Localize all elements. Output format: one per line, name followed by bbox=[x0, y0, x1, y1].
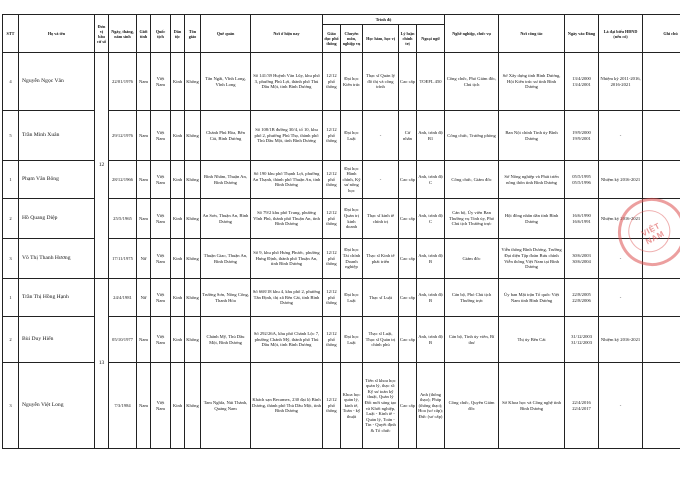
academic-degree: - bbox=[363, 161, 399, 199]
header-address: Nơi ở hiện nay bbox=[251, 15, 323, 53]
workplace: Ủy ban Mặt trận Tổ quốc Việt Nam tỉnh Bình Dương bbox=[499, 279, 565, 317]
job-title: Giám đốc bbox=[445, 239, 499, 279]
language: Anh, trình độ B1 bbox=[417, 111, 445, 161]
row-stt: 5 bbox=[3, 111, 19, 161]
workplace: Sở Xây dựng tỉnh Bình Dương, Hội Kiến trúc sư tỉnh Bình Dương bbox=[499, 53, 565, 111]
address: Số 190 khu phố Thạnh Lợi, phường An Thạnh, thành phố Thuận An, tỉnh Bình Dương bbox=[251, 161, 323, 199]
table-row bbox=[3, 53, 680, 111]
specialty: Đại học Luật bbox=[341, 111, 363, 161]
political-theory: Cao cấp bbox=[399, 53, 417, 111]
council-term: Nhiệm kỳ 2011-2016, 2016-2021 bbox=[599, 53, 643, 111]
ethnicity: Kinh bbox=[171, 53, 185, 111]
birth-date: 22/01/1976 bbox=[109, 53, 137, 111]
ethnicity: Kinh bbox=[171, 317, 185, 363]
birth-date: 28/12/1966 bbox=[109, 161, 137, 199]
job-title: Cán bộ, Ủy viên Ban Thường vụ Tỉnh ủy, Phó Chủ tịch Thường trực bbox=[445, 199, 499, 239]
candidate-name: Trần Thị Hồng Hạnh bbox=[19, 279, 95, 317]
electoral-unit: 13 bbox=[95, 279, 109, 449]
sex: Nam bbox=[137, 111, 151, 161]
table-body bbox=[3, 53, 680, 449]
header-specialty: Chuyên môn, nghiệp vụ bbox=[341, 25, 363, 53]
academic-degree: - bbox=[363, 111, 399, 161]
academic-degree: Thạc sĩ kinh tế chính trị bbox=[363, 199, 399, 239]
workplace: Sở Khoa học và Công nghệ tỉnh Bình Dương bbox=[499, 363, 565, 449]
row-stt: 2 bbox=[3, 199, 19, 239]
general-education: 12/12 phổ thông bbox=[323, 161, 341, 199]
header-party: Ngày vào Đảng bbox=[565, 15, 599, 53]
header-note: Ghi chú bbox=[643, 15, 680, 53]
council-term: - bbox=[599, 239, 643, 279]
language: Anh, trình độ C bbox=[417, 161, 445, 199]
party-join-date: 30/6/2003 30/6/2004 bbox=[565, 239, 599, 279]
religion: Không bbox=[185, 53, 201, 111]
sex: Nữ bbox=[137, 279, 151, 317]
note bbox=[643, 53, 680, 111]
job-title: Cán bộ, Tỉnh ủy viên, Bí thư bbox=[445, 317, 499, 363]
political-theory: Cao cấp bbox=[399, 161, 417, 199]
sex: Nam bbox=[137, 161, 151, 199]
religion: Không bbox=[185, 161, 201, 199]
birth-date: 24/4/1981 bbox=[109, 279, 137, 317]
row-stt: 2 bbox=[3, 317, 19, 363]
address: Khách sạn Becamex, 230 đại lộ Bình Dương, thành phố Thủ Dầu Một, tỉnh Bình Dương bbox=[251, 363, 323, 449]
sex: Nam bbox=[137, 53, 151, 111]
nationality: Việt Nam bbox=[151, 111, 171, 161]
political-theory: Cao cấp bbox=[399, 239, 417, 279]
workplace: Ban Nội chính Tỉnh ủy Bình Dương bbox=[499, 111, 565, 161]
hometown: An Sơn, Thuận An, Bình Dương bbox=[201, 199, 251, 239]
language: Anh, trình độ B bbox=[417, 279, 445, 317]
row-stt: 3 bbox=[3, 239, 19, 279]
nationality: Việt Nam bbox=[151, 53, 171, 111]
party-join-date: 22/4/2016 22/4/2017 bbox=[565, 363, 599, 449]
header-job: Nghề nghiệp, chức vụ bbox=[445, 15, 499, 53]
specialty: Đại học Luật bbox=[341, 317, 363, 363]
party-join-date: 22/8/2005 22/8/2006 bbox=[565, 279, 599, 317]
job-title: Công chức, Quyền Giám đốc bbox=[445, 363, 499, 449]
hometown: Thuận Giao, Thuận An, Bình Dương bbox=[201, 239, 251, 279]
nationality: Việt Nam bbox=[151, 279, 171, 317]
academic-degree: Thạc sĩ Luật bbox=[363, 279, 399, 317]
candidate-table bbox=[2, 14, 680, 449]
general-education: 12/12 phổ thông bbox=[323, 279, 341, 317]
hometown: Chánh Phú Hòa, Bến Cát, Bình Dương bbox=[201, 111, 251, 161]
religion: Không bbox=[185, 279, 201, 317]
workplace: Thị ủy Bến Cát bbox=[499, 317, 565, 363]
council-term: - bbox=[599, 363, 643, 449]
council-term: Nhiệm kỳ 2016-2021 bbox=[599, 199, 643, 239]
birth-date: 29/12/1976 bbox=[109, 111, 137, 161]
nationality: Việt Nam bbox=[151, 317, 171, 363]
council-term: - bbox=[599, 279, 643, 317]
hometown: Bình Nhâm, Thuận An, Bình Dương bbox=[201, 161, 251, 199]
header-work: Nơi công tác bbox=[499, 15, 565, 53]
religion: Không bbox=[185, 111, 201, 161]
hometown: Tân Ngãi, Vĩnh Long, Vĩnh Long bbox=[201, 53, 251, 111]
row-stt: 3 bbox=[3, 363, 19, 449]
political-theory: Cử nhân bbox=[399, 111, 417, 161]
workplace: Sở Nông nghiệp và Phát triển nông thôn tỉnh Bình Dương bbox=[499, 161, 565, 199]
specialty: Đại học Luật bbox=[341, 279, 363, 317]
ethnicity: Kinh bbox=[171, 239, 185, 279]
row-stt: 1 bbox=[3, 161, 19, 199]
ethnicity: Kinh bbox=[171, 363, 185, 449]
candidate-name: Trần Minh Xuân bbox=[19, 111, 95, 161]
header-ethnicity: Dân tộc bbox=[171, 15, 185, 53]
header-education: Trình độ bbox=[323, 15, 445, 25]
header-degree: Học hàm, học vị bbox=[363, 25, 399, 53]
political-theory: Cao cấp bbox=[399, 317, 417, 363]
academic-degree: Thạc sĩ Quản lý đô thị và công trình bbox=[363, 53, 399, 111]
candidate-name: Bùi Duy Hiển bbox=[19, 317, 95, 363]
row-stt: 4 bbox=[3, 53, 19, 111]
birth-date: 05/10/1977 bbox=[109, 317, 137, 363]
political-theory: Cao cấp bbox=[399, 199, 417, 239]
header-nationality: Quốc tịch bbox=[151, 15, 171, 53]
candidate-name: Hồ Quang Diệp bbox=[19, 199, 95, 239]
workplace: Hội đồng nhân dân tỉnh Bình Dương bbox=[499, 199, 565, 239]
nationality: Việt Nam bbox=[151, 239, 171, 279]
academic-degree: Thạc sĩ Kinh tế phát triển bbox=[363, 239, 399, 279]
address: Số 141/39 Huỳnh Văn Lũy, khu phố 3, phường Phú Lợi, thành phố Thủ Dầu Một, tỉnh Bình Dương bbox=[251, 53, 323, 111]
party-join-date: 31/12/2003 31/12/2003 bbox=[565, 317, 599, 363]
note bbox=[643, 317, 680, 363]
note bbox=[643, 111, 680, 161]
table-row bbox=[3, 279, 680, 317]
job-title: Công chức, Phó Giám đốc, Chủ tịch bbox=[445, 53, 499, 111]
sex: Nam bbox=[137, 317, 151, 363]
stamp-text: VIỆT NAM bbox=[639, 221, 666, 247]
header-language: Ngoại ngữ bbox=[417, 25, 445, 53]
address: Số 668/18 khu 4, khu phố 2, phường Tân Định, thị xã Bến Cát, tỉnh Bình Dương bbox=[251, 279, 323, 317]
political-theory: Cao cấp bbox=[399, 363, 417, 449]
religion: Không bbox=[185, 363, 201, 449]
sex: Nam bbox=[137, 199, 151, 239]
specialty: Khoa học quản lý, kinh tế, Toán - kỹ thuật bbox=[341, 363, 363, 449]
header-general-edu: Giáo dục phổ thông bbox=[323, 25, 341, 53]
language: Anh, trình độ B bbox=[417, 239, 445, 279]
religion: Không bbox=[185, 317, 201, 363]
candidate-name: Nguyễn Việt Long bbox=[19, 363, 95, 449]
party-join-date: 13/4/2000 13/4/2001 bbox=[565, 53, 599, 111]
row-stt: 1 bbox=[3, 279, 19, 317]
header-stt: STT bbox=[3, 15, 19, 53]
sex: Nữ bbox=[137, 239, 151, 279]
party-join-date: 19/9/2000 19/9/2001 bbox=[565, 111, 599, 161]
header-unit: Đơn vị bầu cử số bbox=[95, 15, 109, 53]
note bbox=[643, 279, 680, 317]
nationality: Việt Nam bbox=[151, 161, 171, 199]
academic-degree: Thạc sĩ Luật, Thạc sĩ Quản trị chính phủ bbox=[363, 317, 399, 363]
header-politics: Lý luận chính trị bbox=[399, 25, 417, 53]
specialty: Đại học Hành chính, Kỹ sư nông học bbox=[341, 161, 363, 199]
header-religion: Tôn giáo bbox=[185, 15, 201, 53]
address: Số 9, khu phố Hưng Phước, phường Hưng Định, thành phố Thuận An, tỉnh Bình Dương bbox=[251, 239, 323, 279]
council-term: - bbox=[599, 111, 643, 161]
sex: Nam bbox=[137, 363, 151, 449]
political-theory: Cao cấp bbox=[399, 279, 417, 317]
general-education: 12/12 phổ thông bbox=[323, 199, 341, 239]
hometown: Trường Sơn, Nông Cống, Thanh Hóa bbox=[201, 279, 251, 317]
header-hdnd: Là đại biểu HĐND (nếu có) bbox=[599, 15, 643, 53]
ethnicity: Kinh bbox=[171, 161, 185, 199]
job-title: Công chức, Trưởng phòng bbox=[445, 111, 499, 161]
job-title: Cán bộ, Phó Chủ tịch Thường trực bbox=[445, 279, 499, 317]
language: Anh, trình độ B bbox=[417, 317, 445, 363]
header-name: Họ và tên bbox=[19, 15, 95, 53]
candidate-name: Phạm Văn Bông bbox=[19, 161, 95, 199]
hometown: Chánh Mỹ, Thủ Dầu Một, Bình Dương bbox=[201, 317, 251, 363]
general-education: 12/12 phổ thông bbox=[323, 317, 341, 363]
general-education: 12/12 phổ thông bbox=[323, 363, 341, 449]
language: TOEFL 450 bbox=[417, 53, 445, 111]
general-education: 12/12 phổ thông bbox=[323, 111, 341, 161]
general-education: 12/12 phổ thông bbox=[323, 239, 341, 279]
birth-date: 17/11/1975 bbox=[109, 239, 137, 279]
council-term: Nhiệm kỳ 2016-2021 bbox=[599, 161, 643, 199]
address: Số 108/1B đường 30/4, tổ 10, khu phố 2, phường Phú Thọ, thành phố Thủ Dầu Một, tỉnh Bình Dương bbox=[251, 111, 323, 161]
party-join-date: 16/6/1990 16/6/1991 bbox=[565, 199, 599, 239]
specialty: Đại học Kiến trúc bbox=[341, 53, 363, 111]
language: Anh (thông thạo); Pháp (thông thạo); Hoa (sơ cấp); Đức (sơ cấp) bbox=[417, 363, 445, 449]
note bbox=[643, 161, 680, 199]
note bbox=[643, 363, 680, 449]
general-education: 12/12 phổ thông bbox=[323, 53, 341, 111]
header-sex: Giới tính bbox=[137, 15, 151, 53]
electoral-unit: 12 bbox=[95, 53, 109, 279]
nationality: Việt Nam bbox=[151, 363, 171, 449]
nationality: Việt Nam bbox=[151, 199, 171, 239]
birth-date: 7/3/1984 bbox=[109, 363, 137, 449]
address: Số 79/2 khu phố Trung, phường Vĩnh Phú, thành phố Thuận An, tỉnh Bình Dương bbox=[251, 199, 323, 239]
specialty: Đại học Tài chính Doanh nghiệp bbox=[341, 239, 363, 279]
ethnicity: Kinh bbox=[171, 199, 185, 239]
religion: Không bbox=[185, 199, 201, 239]
party-join-date: 05/5/1995 05/5/1996 bbox=[565, 161, 599, 199]
ethnicity: Kinh bbox=[171, 111, 185, 161]
language: Anh, trình độ C bbox=[417, 199, 445, 239]
council-term: Nhiệm kỳ 2016-2021 bbox=[599, 317, 643, 363]
religion: Không bbox=[185, 239, 201, 279]
job-title: Công chức, Giám đốc bbox=[445, 161, 499, 199]
specialty: Đại học Quản trị kinh doanh bbox=[341, 199, 363, 239]
candidate-name: Võ Thị Thanh Hương bbox=[19, 239, 95, 279]
academic-degree: Tiến sĩ khoa học quản lý, thạc sĩ: Kỹ sư toán kỹ thuật, Quản lý Đổi mới sáng tạo và Khởi nghiệp, Luật - Kinh tế - Quản lý, Toán - Tin - Quyết định & Tổ chức bbox=[363, 363, 399, 449]
candidate-name: Nguyễn Ngọc Vân bbox=[19, 53, 95, 111]
ethnicity: Kinh bbox=[171, 279, 185, 317]
header-hometown: Quê quán bbox=[201, 15, 251, 53]
hometown: Tam Nghĩa, Núi Thành, Quảng Nam bbox=[201, 363, 251, 449]
header-dob: Ngày, tháng, năm sinh bbox=[109, 15, 137, 53]
workplace: Viễn thông Bình Dương, Trường Đại diện Tập đoàn Bưu chính Viễn thông Việt Nam tại Bình Dương bbox=[499, 239, 565, 279]
address: Số 292/26A, khu phố Chánh Lộc 7, phường Chánh Mỹ, thành phố Thủ Dầu Một, tỉnh Bình Dương bbox=[251, 317, 323, 363]
birth-date: 25/5/1965 bbox=[109, 199, 137, 239]
